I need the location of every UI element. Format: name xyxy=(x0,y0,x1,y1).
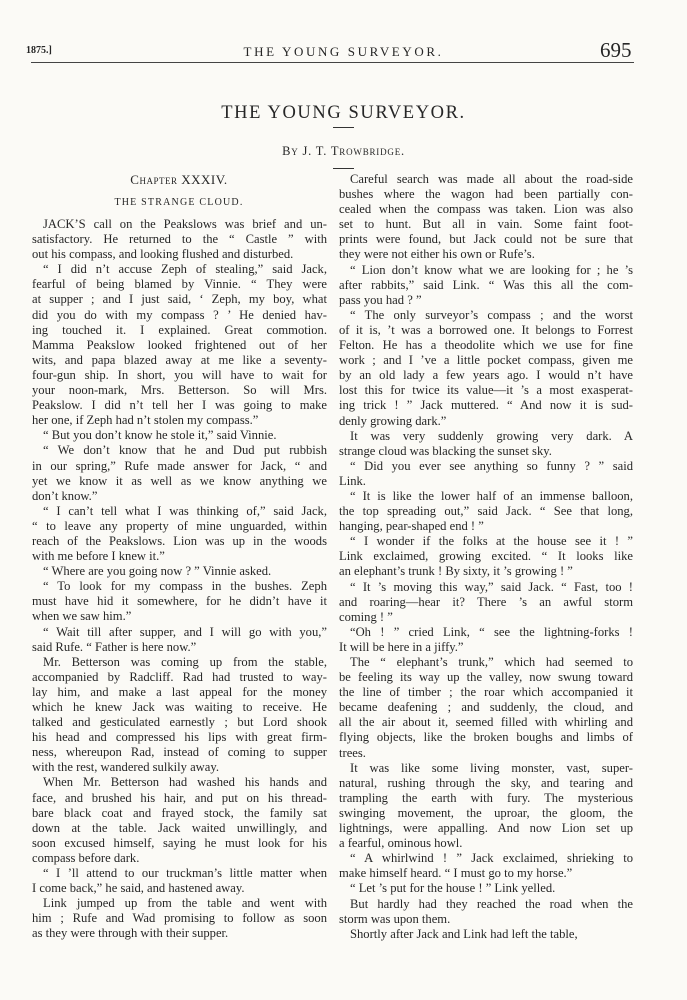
text-line: of it is, ’t was a borrowed one. It belongs to Forrest xyxy=(339,322,633,337)
text-line: It was very suddenly growing very dark. A xyxy=(350,428,633,443)
text-line: “Oh ! ” cried Link, “ see the lightning-forks ! xyxy=(350,624,633,639)
text-line: and roaring—hear it? There ’s an awful storm xyxy=(339,594,633,609)
text-line: coming ! ” xyxy=(339,609,393,624)
text-line: “ Wait till after supper, and I will go with you,” xyxy=(43,624,327,639)
text-line: soon excused himself, saying he must look for his xyxy=(32,835,327,850)
text-line: with me before I knew it.” xyxy=(32,549,165,564)
paragraph xyxy=(339,489,633,534)
text-line: Link. xyxy=(339,473,366,488)
text-line: ing trick ! ” Jack muttered. “ And now it is sud- xyxy=(339,398,633,413)
text-line: after rabbits,” said Link. “ Was this all the com- xyxy=(339,277,633,292)
text-line: which he knew Jack was waiting to receive. He xyxy=(32,700,327,714)
text-line: lightnings, were appalling. And now Lion set up xyxy=(339,821,633,836)
paragraph xyxy=(339,897,633,927)
text-line: “ To look for my compass in the bushes. Zeph xyxy=(43,579,327,594)
byline: By J. T. Trowbridge. xyxy=(282,144,405,158)
text-line: “ I ’ll attend to our truckman’s little matter when xyxy=(43,866,327,881)
text-line: down at the table. Jack waited unwillingly, and xyxy=(32,820,327,835)
paragraph xyxy=(339,263,633,308)
text-line: When Mr. Betterson had washed his hands and xyxy=(43,775,327,790)
text-line: Mamma Peakslow looked frightened out of her xyxy=(32,337,327,352)
text-line: a fearful, ominous howl. xyxy=(339,836,463,851)
header-rule xyxy=(31,62,634,63)
paragraph xyxy=(32,866,327,896)
paragraph xyxy=(32,655,327,776)
text-line: denly growing dark.” xyxy=(339,413,447,428)
text-line: satisfactory. He returned to the “ Castle ” with xyxy=(32,232,327,247)
text-line: trees. xyxy=(339,745,366,760)
text-line: “ It is like the lower half of an immense balloon, xyxy=(350,488,633,503)
paragraph xyxy=(32,775,327,866)
text-line: as they were through with their supper. xyxy=(32,926,229,941)
text-line: talked and gesticulated earnestly ; but Lord shook xyxy=(32,715,327,730)
text-line: fearful of being blamed by Vinnie. “ They were xyxy=(32,277,327,292)
text-line: “ The only surveyor’s compass ; and the worst xyxy=(350,307,633,322)
paragraph xyxy=(339,655,633,761)
text-line: Careful search was made all about the road-side xyxy=(350,172,633,186)
text-line: JACK’S call on the Peakslows was brief and un- xyxy=(43,217,327,231)
text-line: with the rest, wandered sulkily away. xyxy=(32,760,219,775)
article-title: THE YOUNG SURVEYOR. xyxy=(221,103,466,123)
text-line: “ Let ’s put for the house ! ” Link yelled. xyxy=(350,881,556,896)
text-line: work ; and I ’ve a little pocket compass, given me xyxy=(339,353,633,368)
text-line: must have hid it somewhere, for he didn’t have it xyxy=(32,594,327,609)
text-line: at supper ; and I just said, ‘ Zeph, my boy, what xyxy=(32,292,327,307)
paragraph xyxy=(32,625,327,655)
text-line: Felton. He has a theodolite which we use for fine xyxy=(339,338,633,353)
text-line: bare black coat and frayed stock, the family sat xyxy=(32,805,327,820)
paragraph xyxy=(32,217,327,262)
text-line: Peakslow. I did n’t tell her I was going to make xyxy=(32,398,327,413)
text-line: your noon-mark, Mrs. Betterson. So will Mrs. xyxy=(32,383,327,398)
paragraph xyxy=(339,459,633,489)
paragraph xyxy=(339,172,633,263)
right-column xyxy=(339,172,633,942)
paragraph xyxy=(32,896,327,941)
paragraph xyxy=(339,881,633,896)
text-line: “ We don’t know that he and Dud put rubbish xyxy=(43,443,327,458)
paragraph xyxy=(32,443,327,503)
chapter-title: THE STRANGE CLOUD. xyxy=(114,197,244,208)
text-line: cealed when the compass was taken. Lion was also xyxy=(339,202,633,217)
text-line: But hardly had they reached the road when the xyxy=(350,896,633,911)
text-line: Link jumped up from the table and went with xyxy=(43,896,327,911)
text-line: It was like some living monster, vast, super- xyxy=(350,760,633,775)
text-line: him ; Rufe and Wad promising to follow as soon xyxy=(32,911,327,926)
paragraph xyxy=(32,262,327,428)
text-line: lost this for twice its value—it ’s a most exasperat- xyxy=(339,383,633,398)
text-line: Link exclaimed, growing excited. “ It looks like xyxy=(339,549,633,564)
text-line: I come back,” he said, and hastened away. xyxy=(32,881,245,896)
text-line: when we saw him.” xyxy=(32,609,132,624)
text-line: his head and compressed his lips with great firm- xyxy=(32,730,327,745)
text-line: the top spreading out,” said Jack. “ See that long, xyxy=(339,504,633,519)
text-line: flying objects, like the broken boughs and limbs of xyxy=(339,730,633,745)
text-line: they were not either his own or Rufe’s. xyxy=(339,247,535,262)
text-line: “ Where are you going now ? ” Vinnie asked. xyxy=(43,564,272,579)
text-line: be feeling its way up the valley, now swung toward xyxy=(339,670,633,685)
text-line: pass you had ? ” xyxy=(339,292,422,307)
text-line: face, and brushed his hair, and put on his thread- xyxy=(32,790,327,805)
text-line: make himself heard. “ I must go to my horse.” xyxy=(339,866,573,881)
text-line: swinging movement, the uproar, the gloom, the xyxy=(339,805,633,820)
text-line: trampling the earth with fury. The mysterious xyxy=(339,790,633,805)
paragraph xyxy=(339,580,633,625)
text-line: the line of timber ; the roar which accompanied it xyxy=(339,685,633,700)
text-line: The “ elephant’s trunk,” which had seemed to xyxy=(350,655,633,669)
text-line: “ I wonder if the folks at the house see it ! ” xyxy=(350,534,633,549)
text-line: bushes where the wagon had been partially con- xyxy=(339,187,633,202)
text-line: four-gun ship. In short, you will have to wait for xyxy=(32,367,327,382)
running-head-year: 1875.] xyxy=(26,45,52,56)
left-column xyxy=(32,217,327,942)
text-line: don’t know.” xyxy=(32,488,98,503)
text-line: ness, whereupon Rad, instead of coming to supper xyxy=(32,745,327,760)
text-line: storm was upon them. xyxy=(339,911,451,926)
paragraph xyxy=(32,428,327,443)
text-line: by an old lady a few years ago. I would n’t have xyxy=(339,368,633,383)
text-line: “ Did you ever see anything so funny ? ” said xyxy=(350,458,633,473)
text-line: strange cloud was blacking the sunset sky. xyxy=(339,443,552,458)
paragraph xyxy=(32,564,327,579)
text-line: said Rufe. “ Father is here now.” xyxy=(32,639,197,654)
title-rule xyxy=(333,127,354,128)
text-line: “ to leave any property of mine unguarded, within xyxy=(32,518,327,533)
text-line: “ Lion don’t know what we are looking for ; he ’s xyxy=(350,262,633,277)
chapter-heading: Chapter XXXIV. xyxy=(130,172,228,187)
text-line: prints were found, but Jack could not be sure that xyxy=(339,232,633,247)
text-line: “ I did n’t accuse Zeph of stealing,” said Jack, xyxy=(43,262,327,277)
text-line: “ I can’t tell what I was thinking of,” said Jack, xyxy=(43,503,327,518)
text-line: wits, and papa blazed away at me like a seventy- xyxy=(32,352,327,367)
text-line: set to hunt. But all in vain. Some faint foot- xyxy=(339,217,633,232)
paragraph xyxy=(339,308,633,429)
text-line: an elephant’s trunk ! By sixty, it ’s growing ! ” xyxy=(339,564,573,579)
paragraph xyxy=(339,534,633,579)
text-line: accompanied by Radcliff. Rad had trusted to way- xyxy=(32,669,327,684)
text-line: became deafening ; and suddenly, the cloud, and xyxy=(339,700,633,715)
text-line: compass before dark. xyxy=(32,850,140,865)
running-head-title: THE YOUNG SURVEYOR. xyxy=(243,44,444,59)
text-line: out his compass, and looking flushed and disturbed. xyxy=(32,247,294,262)
paragraph xyxy=(32,579,327,624)
text-line: “ It ’s moving this way,” said Jack. “ Fast, too ! xyxy=(350,579,633,594)
text-line: yet we know it as well as we know anything we xyxy=(32,473,327,488)
text-line: It will be here in a jiffy.” xyxy=(339,639,464,654)
byline-rule xyxy=(333,168,354,169)
text-line: hanging, pear-shaped end ! ” xyxy=(339,519,484,534)
paragraph xyxy=(32,504,327,564)
text-line: did you do with my compass ? ’ He denied hav- xyxy=(32,307,327,322)
text-line: “ But you don’t know he stole it,” said Vinnie. xyxy=(43,428,277,443)
text-line: in our spring,” Rufe made answer for Jack, “ and xyxy=(32,458,327,473)
text-line: reach of the Peakslows. Lion was up in the woods xyxy=(32,533,327,548)
text-line: Mr. Betterson was coming up from the stable, xyxy=(43,654,327,669)
paragraph xyxy=(339,927,633,942)
text-line: lay him, and make a last appeal for the money xyxy=(32,684,327,699)
text-line: ing touched it. I explained. Great commotion. xyxy=(32,322,327,337)
text-line: her one, if Zeph had n’t stolen my compass.” xyxy=(32,413,259,428)
text-line: all the air about it, seemed filled with whirling and xyxy=(339,715,633,730)
page-number: 695 xyxy=(600,38,632,62)
paragraph xyxy=(339,429,633,459)
text-line: natural, rushing through the sky, and tearing and xyxy=(339,775,633,790)
paragraph xyxy=(339,761,633,852)
paragraph xyxy=(339,625,633,655)
text-line: Shortly after Jack and Link had left the table, xyxy=(350,926,578,941)
text-line: “ A whirlwind ! ” Jack exclaimed, shrieking to xyxy=(350,851,633,866)
paragraph xyxy=(339,851,633,881)
